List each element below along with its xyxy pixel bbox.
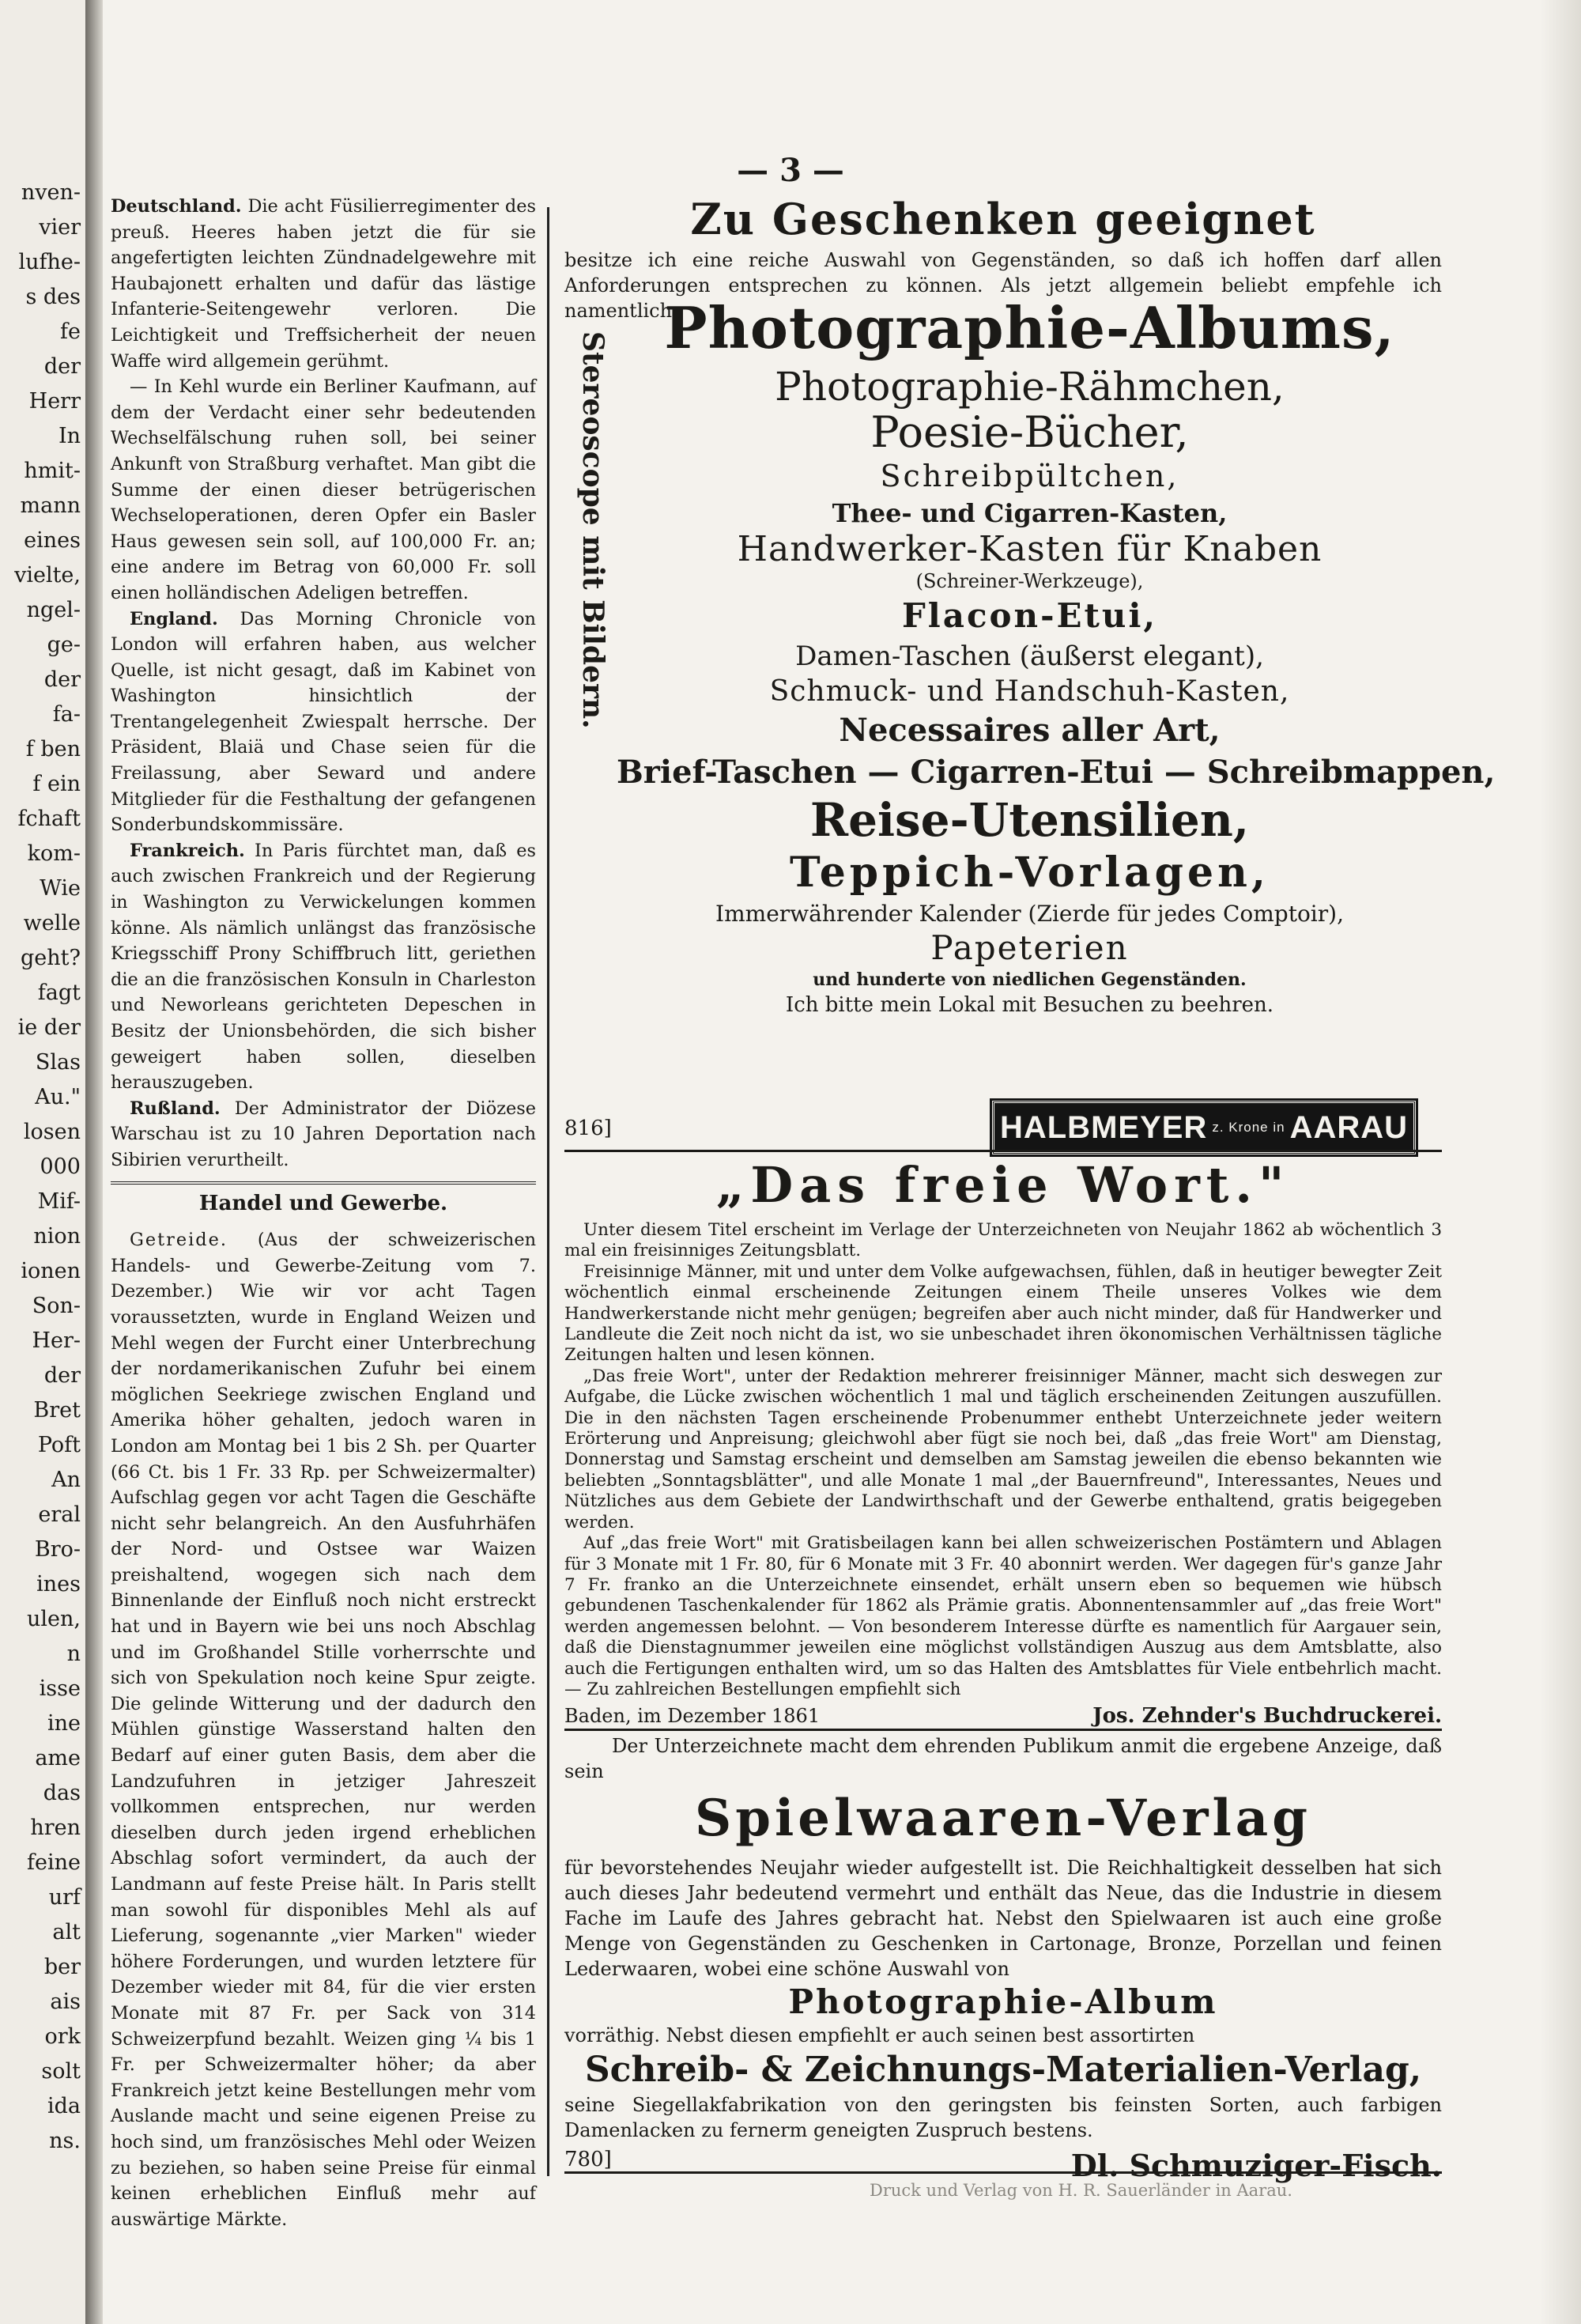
gift-item-list bbox=[617, 293, 1496, 1018]
section-heading-handel: Handel und Gewerbe. bbox=[198, 1191, 448, 1215]
prev-page-fragment: ame bbox=[35, 1746, 81, 1770]
freie-wort-paragraph: Freisinnige Männer, mit und unter dem Volke aufgewachsen, fühlen, daß in heutiger bewegter Zeit wöchentlich einmal erscheinende Zeitungen einem Theile unseres Volkes wie dem Handwerkerstande nicht mehr genügen; begreifen aber auch nicht minder, daß für Handwerker und Landleute die Zeit noch nicht da ist, wo sie unbeschadet ihren ökonomischen Verhältnissen tägliche Zeitungen halten und lesen können. bbox=[564, 1261, 1442, 1366]
prev-page-fragment: f ein bbox=[32, 772, 81, 796]
prev-page-fragment: ines bbox=[36, 1572, 81, 1597]
prev-page-fragment: das bbox=[43, 1781, 81, 1805]
spielwaaren-footer bbox=[564, 2148, 1442, 2183]
gift-item: Handwerker-Kasten für Knaben bbox=[737, 529, 1323, 569]
prev-page-fragment: Au." bbox=[35, 1085, 81, 1109]
freie-wort-signature: Jos. Zehnder's Buchdruckerei. bbox=[1092, 1704, 1442, 1729]
prev-page-fragment: Poft bbox=[37, 1433, 81, 1457]
spielwaaren-signature: Dl. Schmuziger-Fisch. bbox=[1070, 2148, 1442, 2183]
article-frankreich bbox=[111, 838, 536, 1096]
gift-item: Photographie-Rähmchen, bbox=[775, 364, 1285, 410]
prev-page-fragment: vier bbox=[39, 215, 81, 240]
spielwaaren-title: Spielwaaren-Verlag bbox=[695, 1789, 1311, 1848]
prev-page-fragment: vielte, bbox=[14, 563, 81, 588]
prev-page-fragment: In bbox=[58, 424, 81, 448]
prev-page-fragment: nion bbox=[33, 1224, 81, 1249]
gift-item: Schmuck- und Handschuh-Kasten, bbox=[769, 675, 1290, 708]
spielwaaren-body2: vorräthig. Nebst diesen empfiehlt er auch seinen best assortirten bbox=[564, 2024, 1195, 2046]
freie-wort-signature-line bbox=[564, 1703, 1442, 1729]
prev-page-fragment: 000 bbox=[40, 1154, 81, 1179]
prev-page-fragment: der bbox=[43, 1363, 81, 1388]
gift-item: Reise-Utensilien, bbox=[809, 793, 1250, 847]
prev-page-fragment: der bbox=[43, 354, 81, 379]
gift-item: Teppich-Vorlagen, bbox=[789, 848, 1270, 897]
stereoscope-side-label bbox=[569, 308, 617, 751]
prev-page-fragment: fagt bbox=[37, 981, 81, 1005]
prev-page-fragment: geht? bbox=[21, 946, 81, 970]
ad-reference-816: 816] bbox=[564, 1117, 612, 1140]
prev-page-fragment: ork bbox=[44, 2024, 81, 2049]
gift-item: (Schreiner-Werkzeuge), bbox=[915, 570, 1144, 592]
prev-page-fragment: Her- bbox=[32, 1328, 81, 1353]
prev-page-fragment: welle bbox=[23, 911, 81, 935]
spielwaaren-materials: Schreib- & Zeichnungs-Materialien-Verlag, bbox=[584, 2050, 1422, 2090]
gift-item: und hunderte von niedlichen Gegenständen. bbox=[813, 969, 1247, 990]
gift-item: Damen-Taschen (äußerst elegant), bbox=[795, 641, 1264, 672]
gift-item: Necessaires aller Art, bbox=[839, 712, 1221, 749]
gift-item: Immerwährender Kalender (Zierde für jedes Comptoir), bbox=[715, 901, 1344, 927]
logo-name: HALBMEYER bbox=[999, 1109, 1208, 1145]
prev-page-fragment: ionen bbox=[21, 1259, 81, 1283]
prev-page-fragment: ber bbox=[43, 1955, 81, 1979]
headline-frankreich: Frankreich. bbox=[130, 840, 245, 861]
prev-page-fragment: n bbox=[66, 1642, 81, 1666]
prev-page-fragment: Mif- bbox=[37, 1189, 81, 1214]
prev-page-fragment: hren bbox=[30, 1816, 81, 1840]
previous-page-strip bbox=[0, 0, 88, 2324]
prev-page-fragment: eines bbox=[24, 528, 81, 553]
freie-wort-paragraph: Unter diesem Titel erscheint im Verlage der Unterzeichneten von Neujahr 1862 ab wöchentlich 3 mal ein freisinniges Zeitungsblatt. bbox=[564, 1220, 1442, 1261]
freie-wort-paragraph: Auf „das freie Wort" mit Gratisbeilagen kann bei allen schweizerischen Postämtern und Ablagen für 3 Monate mit 1 Fr. 80, für 6 Monate mit 3 Fr. 40 abonnirt werden. Wer dagegen für's ganze Jahr 7 Fr. franko an die Unterzeichnete einsendet, erhält unsern eben so bequemen wie hübsch gebundenen Taschenkalender für 1862 als Prämie gratis. Abonnentensammler auf „das freie Wort" werden angemessen belohnt. — Von besonderem Interesse dürfte es namentlich für Aargauer sein, daß die Dienstagnummer jeweilen eine möglichst vollständigen Auszug aus dem Amtsblatte, also auch die Fertigungen enthalten wird, um so das Halten des Amtsblattes für Viele entbehrlich macht. — Zu zahlreichen Bestellungen empfiehlt sich bbox=[564, 1533, 1442, 1699]
section-divider bbox=[111, 1181, 536, 1185]
gift-item: Photographie-Albums, bbox=[664, 294, 1395, 361]
prev-page-fragment: ais bbox=[50, 1990, 81, 2014]
prev-page-fragment: Bret bbox=[33, 1398, 81, 1423]
prev-page-fragment: kom- bbox=[27, 841, 81, 866]
prev-page-fragment: alt bbox=[52, 1920, 81, 1944]
logo-small-text: z. Krone in bbox=[1212, 1120, 1285, 1135]
prev-page-fragment: s des bbox=[25, 285, 81, 309]
text-england: Das Morning Chronicle von London will erfahren haben, aus welcher Quelle, ist nicht gesagt, daß im Kabinet von Washington hinsichtlich der Trentangelegenheit Zwiespalt herrsche. Der Präsident, Blaiä und Chase seien für die Freilassung, aber Seward und andere Mitglieder für die Festhaltung der gefangenen Sonderbundskommissäre. bbox=[111, 608, 536, 836]
logo-city: AARAU bbox=[1289, 1109, 1409, 1145]
prev-page-fragment: hmit- bbox=[24, 459, 81, 483]
prev-page-fragment: ns. bbox=[49, 2129, 81, 2153]
prev-page-fragment: Son- bbox=[32, 1294, 81, 1318]
article-russland bbox=[111, 1096, 536, 1173]
spielwaaren-body: für bevorstehendes Neujahr wieder aufgestellt ist. Die Reichhaltigkeit desselben hat sich auch dieses Jahr bedeutend vermehrt und enthält das Neue, das die Industrie in diesem Fache im Laufe des Jahres gebracht hat. Nebst den Spielwaaren ist auch eine große Menge von Gegenständen zu Geschenken in Cartonage, Bronze, Porzellan und feinen Lederwaaren, wobei eine schöne Auswahl von bbox=[564, 1857, 1442, 1980]
gift-ad-title: Zu Geschenken geeignet bbox=[690, 194, 1316, 244]
text-getreide: (Aus der schweizerischen Handels- und Gewerbe-Zeitung vom 7. Dezember.) Wie wir vor acht Tagen voraussetzten, wurde in England Weizen und Mehl wegen der Furcht einer Unterbrechung der nordamerikanischen Zufuhr bei einem möglichen Seekriege zwischen England und Amerika höher gehalten, jedoch waren in London am Montag bei 1 bis 2 Sh. per Quarter (66 Ct. bis 1 Fr. 33 Rp. per Schweizermalter) Aufschlag gegen vor acht Tagen die Geschäfte nicht sehr belangreich. An den Ausfuhrhäfen der Nord- und Ostsee war Waizen preishaltend, wogegen sich nach dem Binnenlande der Einfluß noch nicht erstreckt hat und in Bayern wie bei uns noch Abschlag und im Großhandel Stille vorherrschte und sich von Spekulation noch keine Spur zeigte. Die gelinde Witterung und der dadurch den Mühlen günstige Wasserstand halten den Bedarf auf einer guten Basis, dem aber die Landzufuhren in jetziger Jahreszeit vollkommen entsprechen, nur werden dieselben durch jeden irgend erheblichen Abschlag sofort vermindert, da auch der Landmann auf feste Preise hält. In Paris stellt man sowohl für disponibles Mehl als auf Lieferung, sogenannte „vier Marken" wieder höhere Forderungen, und wurden letztere für Dezember wieder mit 84, für die vier ersten Monate mit 87 Fr. per Sack von 314 Schweizerpfund bezahlt. Weizen ging ¼ bis 1 Fr. per Schweizermalter höher; da aber Frankreich jetzt keine Bestellungen mehr vom Auslande macht und seine eigenen Preise zu hoch sind, um französisches Mehl oder Weizen zu beziehen, so haben seine Preise für einmal keinen erheblichen Einfluß mehr auf auswärtige Märkte. bbox=[111, 1230, 536, 2230]
prev-page-fragment: mann bbox=[20, 493, 81, 518]
text-frankreich: In Paris fürchtet man, daß es auch zwischen Frankreich und der Regierung in Washington zu Verwickelungen kommen könne. Als nämlich unlängst das französische Kriegsschiff Prony Schiffbruch litt, geriethen die an die französischen Konsuln in Charleston und Neworleans gerichteten Depeschen in Besitz der Unionsbehörden, die sich bisher geweigert haben sollen, dieselben herauszugeben. bbox=[111, 840, 536, 1094]
gift-item: Poesie-Bücher, bbox=[870, 407, 1189, 457]
prev-page-fragment: solt bbox=[41, 2059, 81, 2084]
halbmeyer-logo bbox=[992, 1101, 1416, 1154]
ad-divider bbox=[564, 1729, 1442, 1731]
spielwaaren-reference: 780] bbox=[564, 2148, 612, 2171]
prev-page-fragment: Wie bbox=[40, 876, 81, 901]
gift-item: Flacon-Etui, bbox=[901, 596, 1158, 635]
column-rule bbox=[547, 207, 549, 2176]
gift-item: Thee- und Cigarren-Kasten, bbox=[832, 498, 1228, 528]
freie-wort-paragraph: „Das freie Wort", unter der Redaktion mehrerer freisinniger Männer, macht sich deswegen zur Aufgabe, die Lücke zwischen wöchentlich 1 mal und täglich erscheinenden Zeitungen auszufüllen. Die in den nächsten Tagen erscheinende Probenummer enthebt Unterzeichnete jeder weitern Erörterung und Anpreisung; gleichwohl aber fügt sie noch bei, daß „das freie Wort" am Dienstag, Donnerstag und Samstag erscheint und demselben am Samstag jeweilen die ebenso bekannten wie beliebten „Sonntagsblätter", und alle Monate 1 mal „der Bauernfreund", Interessantes, Neues und Nützliches aus dem Gebiete der Landwirthschaft und der Gewerbe enthaltend, gratis beigegeben werden. bbox=[564, 1366, 1442, 1532]
spielwaaren-photo-album: Photographie-Album bbox=[788, 1982, 1218, 2021]
prev-page-fragment: urf bbox=[48, 1885, 81, 1910]
gift-item: Papeterien bbox=[930, 928, 1129, 967]
page-gutter bbox=[85, 0, 103, 2324]
prev-page-fragment: fe bbox=[60, 319, 81, 344]
prev-page-fragment: ngel- bbox=[26, 598, 81, 622]
spielwaaren-intro: Der Unterzeichnete macht dem ehrenden Publikum anmit die ergebene Anzeige, daß sein bbox=[564, 1735, 1442, 1782]
prev-page-fragment: fa- bbox=[52, 702, 81, 727]
prev-page-fragment: feine bbox=[27, 1850, 81, 1875]
prev-page-fragment: ge- bbox=[47, 633, 81, 657]
news-column bbox=[111, 194, 536, 2232]
bottom-rule bbox=[564, 2171, 1442, 2174]
text-russland: Der Administrator der Diözese Warschau ist zu 10 Jahren Deportation nach Sibirien verurtheilt. bbox=[111, 1098, 536, 1170]
page-edge bbox=[1540, 0, 1581, 2324]
imprint-line: Druck und Verlag von H. R. Sauerländer in Aarau. bbox=[870, 2181, 1292, 2200]
prev-page-fragment: nven- bbox=[21, 180, 81, 205]
prev-page-fragment: Herr bbox=[28, 389, 81, 414]
ad-divider bbox=[564, 1150, 1442, 1152]
prev-page-fragment: losen bbox=[23, 1120, 81, 1144]
prev-page-fragment: ine bbox=[47, 1711, 81, 1736]
headline-england: England. bbox=[130, 608, 218, 629]
prev-page-fragment: eral bbox=[38, 1502, 81, 1527]
stereoscope-text: Stereoscope mit Bildern. bbox=[576, 331, 609, 729]
prev-page-fragment: An bbox=[51, 1468, 81, 1492]
spielwaaren-body3: seine Siegellakfabrikation von den geringsten bis feinsten Sorten, auch farbigen Damenlacken zu fernerm geneigten Zuspruch bestens. bbox=[564, 2094, 1442, 2141]
prev-page-fragment: lufhe- bbox=[18, 250, 81, 274]
gift-item: Brief-Taschen — Cigarren-Etui — Schreibmappen, bbox=[617, 754, 1496, 791]
headline-deutschland: Deutschland. bbox=[111, 196, 242, 217]
prev-page-fragment: Bro- bbox=[34, 1537, 81, 1562]
article-england bbox=[111, 607, 536, 838]
article-getreide bbox=[111, 1227, 536, 2232]
prev-page-fragment: ie der bbox=[17, 1015, 81, 1040]
freie-wort-place-date: Baden, im Dezember 1861 bbox=[564, 1705, 821, 1728]
prev-page-fragment: Slas bbox=[35, 1050, 81, 1075]
article-kehl: — In Kehl wurde ein Berliner Kaufmann, auf dem der Verdacht einer sehr bedeutenden Wechselfälschung ruhen soll, bei seiner Ankunft von Straßburg verhaftet. Man gibt die Summe der einen dieser betrügerischen Wechseloperationen, deren Opfer ein Basler Haus gewesen sein soll, auf 100,000 Fr. an; eine andere im Betrag von 60,000 Fr. soll einen holländischen Adeligen betreffen. bbox=[111, 376, 536, 603]
prev-page-fragment: ulen, bbox=[27, 1607, 81, 1631]
prev-page-fragment: der bbox=[43, 667, 81, 692]
page-number: — 3 — bbox=[737, 152, 844, 189]
freie-wort-title: „Das freie Wort." bbox=[715, 1156, 1291, 1214]
prev-page-fragment: f ben bbox=[25, 737, 81, 761]
freie-wort-advertisement bbox=[564, 1156, 1442, 1729]
text-deutschland: Die acht Füsilierregimenter des preuß. Heeres haben jetzt die für sie angefertigten leichten Zündnadelgewehre mit Haubajonett erhalten und dafür das lästige Infanterie-Seitengewehr verloren. Die Leichtigkeit und Treffsicherheit der neuen Waffe wird allgemein gerühmt. bbox=[111, 196, 536, 372]
prev-page-fragment: ida bbox=[47, 2094, 81, 2118]
spielwaaren-advertisement bbox=[564, 1733, 1442, 2183]
article-deutschland bbox=[111, 194, 536, 374]
gift-ad-intro: besitze ich eine reiche Auswahl von Gegenständen, so daß ich hoffen darf allen Anforderungen entsprechen zu können. Als jetzt allgemein beliebt empfehle ich namentlich: bbox=[564, 249, 1442, 322]
headline-getreide: Getreide. bbox=[130, 1230, 228, 1251]
prev-page-fragment: fchaft bbox=[17, 807, 81, 831]
gift-item: Ich bitte mein Lokal mit Besuchen zu beehren. bbox=[785, 993, 1274, 1017]
gift-item: Schreibpültchen, bbox=[880, 459, 1179, 493]
headline-russland: Rußland. bbox=[130, 1098, 221, 1119]
prev-page-fragment: isse bbox=[39, 1676, 81, 1701]
